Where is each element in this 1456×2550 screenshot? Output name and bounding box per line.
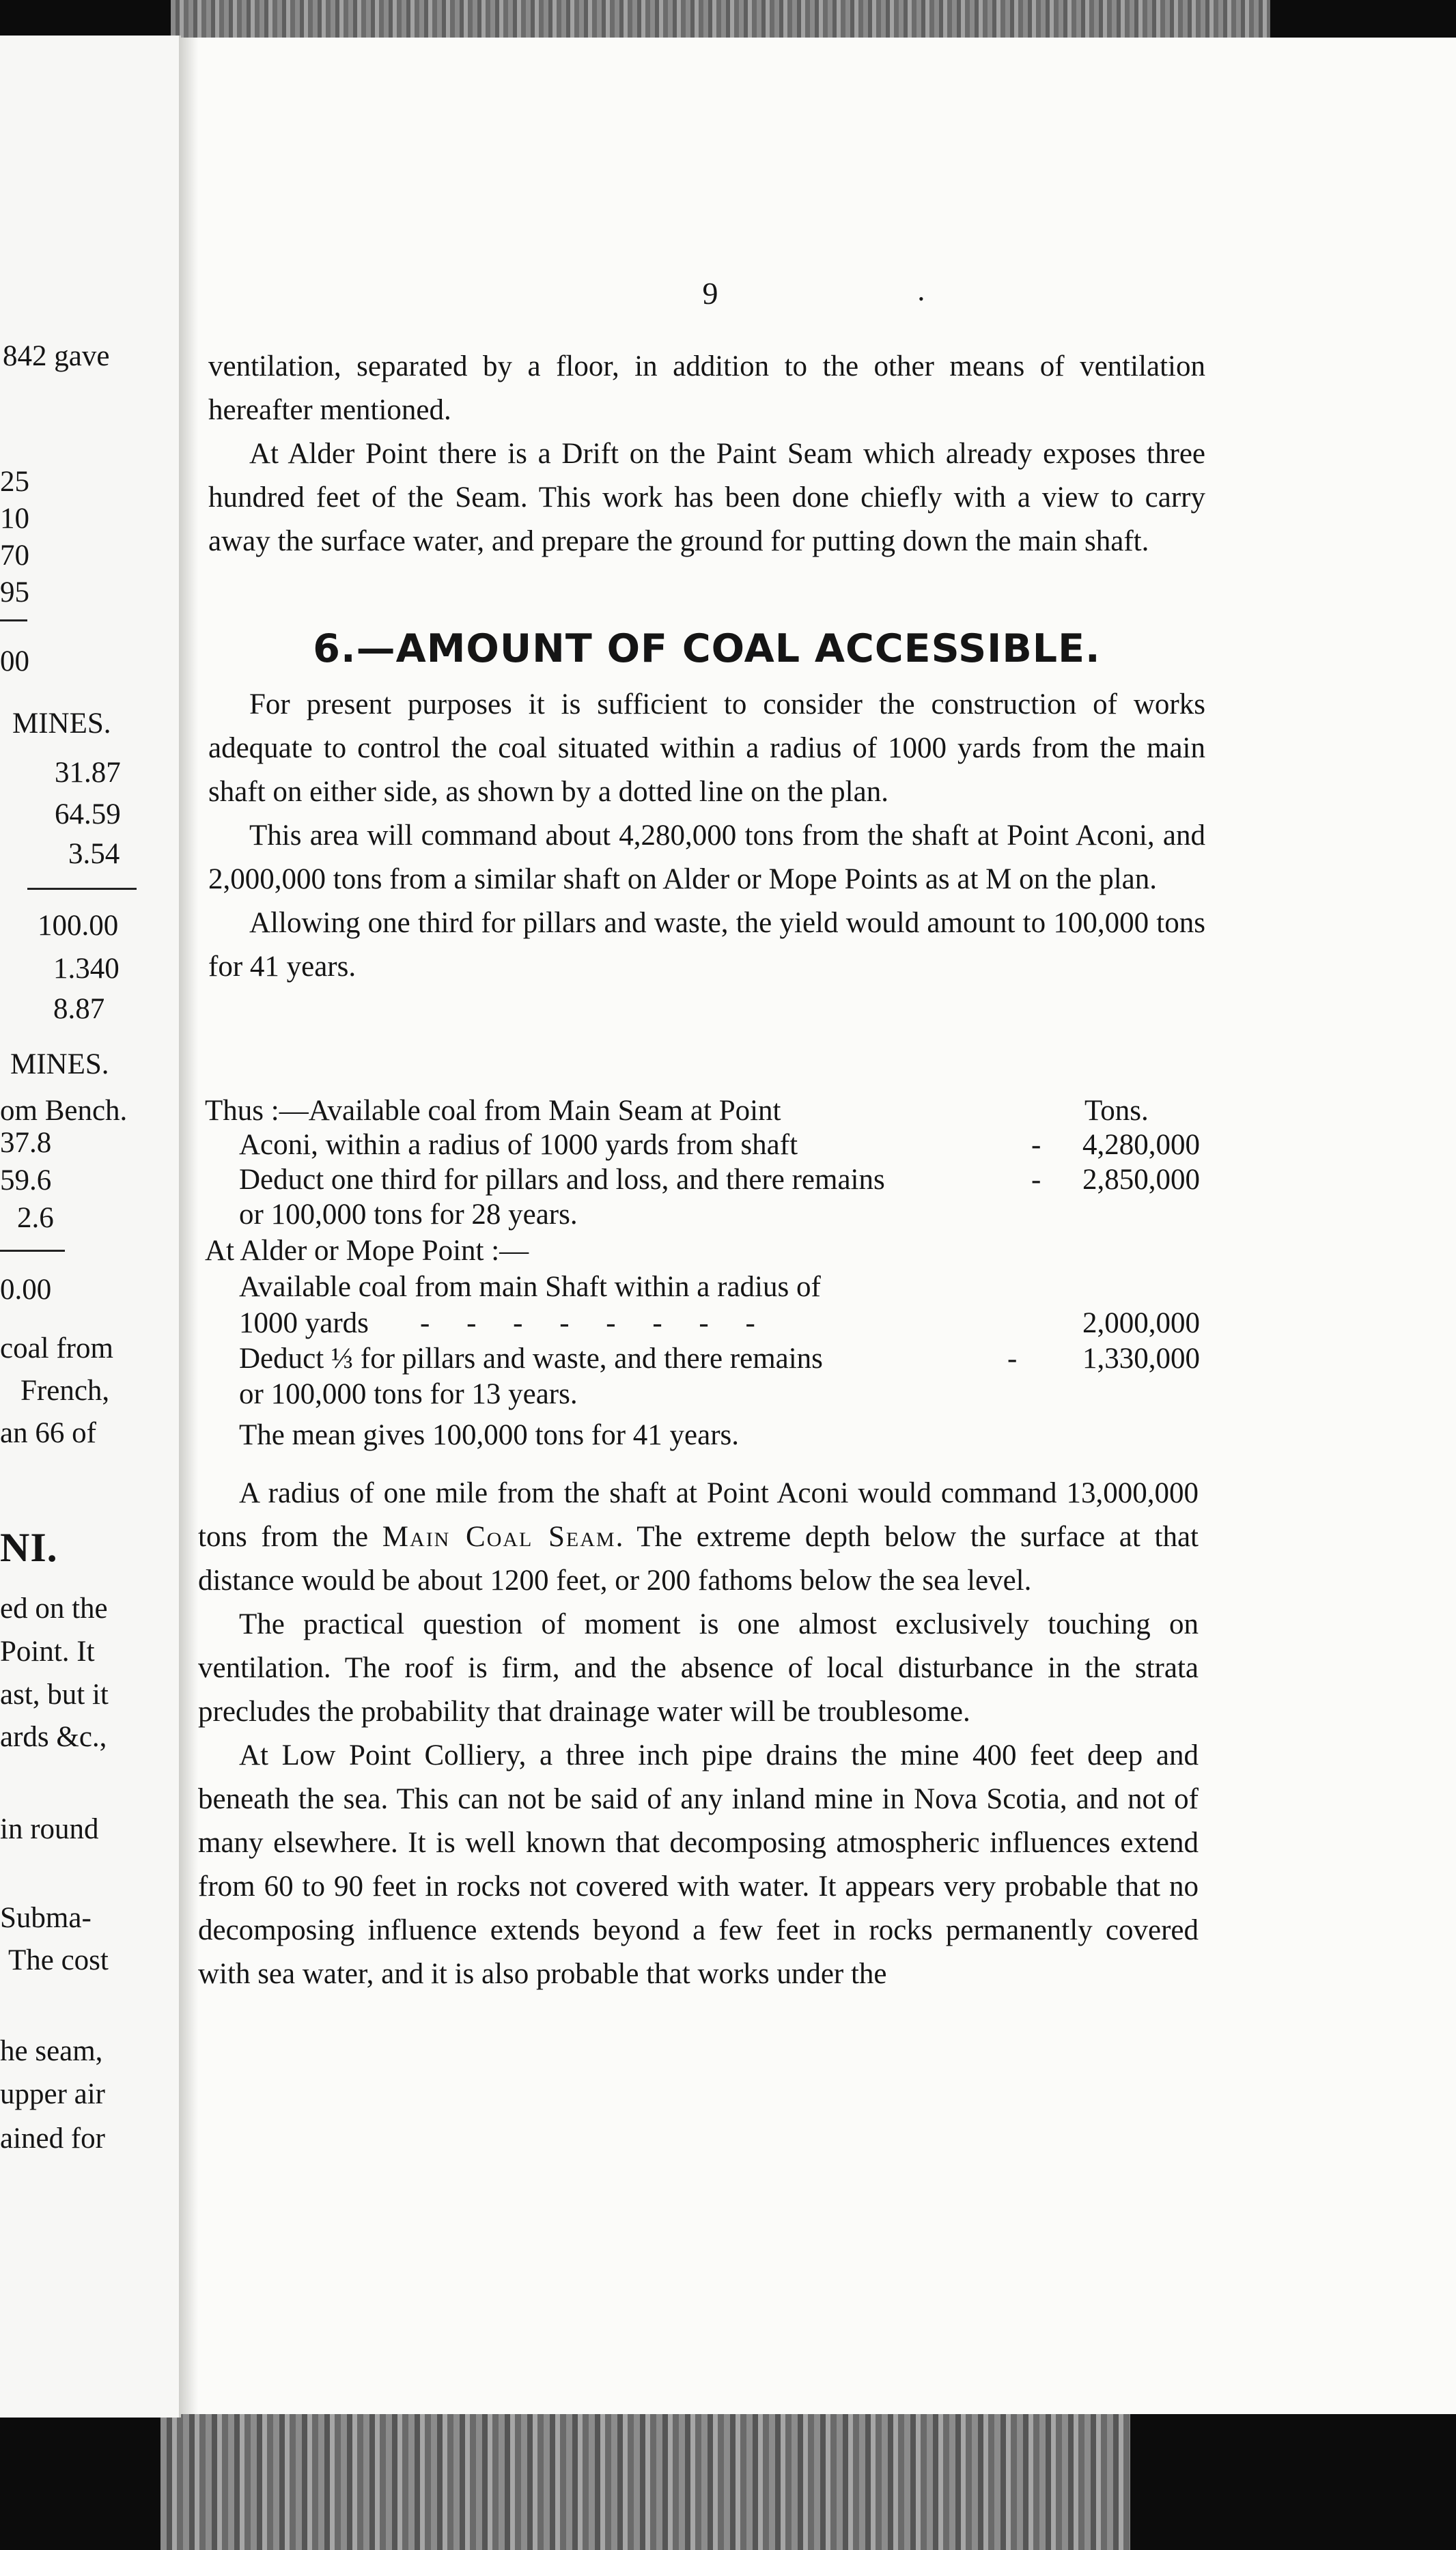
table-dash: - [1007,1343,1018,1375]
left-line: The cost [8,1944,109,1976]
table-row-value: 2,000,000 [1082,1307,1200,1339]
section-heading-wrap [208,621,1205,676]
table-dash: - [1031,1164,1041,1196]
table-row-text: The mean gives 100,000 tons for 41 years. [239,1419,740,1451]
table-row-label: Aconi, within a radius of 1000 yards from shaft [239,1129,798,1161]
left-line: coal from [0,1332,113,1364]
paragraph-text: . The extreme depth below the surface at that distance would be about 1200 feet, or 200 fathoms below the sea level. [198,1521,1199,1597]
left-line: 1.340 [53,953,120,985]
table-row-label: 1000 yards [239,1307,369,1339]
left-line: 25 [0,466,29,498]
left-line: MINES. [10,1048,109,1080]
paragraph: At Low Point Colliery, a three inch pipe drains the mine 400 feet deep and beneath the sea. This can not be said of any inland mine in Nova Scotia, and not of many elsewhere. It is well known that decomposing atmospheric influences extend from 60 to 90 feet in rocks not covered with water. It appears very probable that no decomposing influence extends beyond a few feet in rocks permanently covered with sea water, and it is also probable that works under the [198,1739,1199,1990]
left-line: 31.87 [55,757,121,789]
opening-paragraphs [208,345,1205,563]
left-heading: NI. [0,1525,58,1570]
left-line: 70 [0,540,29,572]
table-row-text: or 100,000 tons for 13 years. [239,1378,578,1410]
paragraph: For present purposes it is sufficient to consider the construction of works adequate to control the coal situated within a radius of 1000 yards from the main shaft on either side, as shown by a dotted line on the plan. [208,688,1205,808]
left-line: 8.87 [53,993,105,1025]
paragraph-text: A radius of one mile from the shaft at Point Aconi would command 13,000,000 tons from the [198,1477,1199,1553]
paragraph: The practical question of moment is one almost exclusively touching on ventilation. The roof is firm, and the absence of local disturbance in the strata precludes the probability that drainage water will be troublesome. [198,1608,1199,1728]
table-row-text: or 100,000 tons for 28 years. [239,1199,578,1231]
left-line: 00 [0,645,29,677]
page-gutter [179,38,198,2414]
table-subheading: At Alder or Mope Point :— [205,1235,529,1267]
left-line: 95 [0,576,29,608]
left-line: French, [20,1375,110,1407]
left-line: 59.6 [0,1164,52,1196]
left-line: upper air [0,2078,106,2110]
table-unit: Tons. [1084,1095,1149,1127]
scan-bottom-edge [160,2411,1130,2550]
left-line: MINES. [12,707,111,740]
table-row-value: 2,850,000 [1082,1164,1200,1196]
table-intro: Thus :—Available coal from Main Seam at Point [205,1095,781,1127]
left-line: Subma- [0,1902,92,1934]
seam-name: Main Coal Seam [382,1521,616,1553]
left-line: Point. It [0,1636,95,1668]
closing-paragraphs [198,1472,1199,1996]
dotted-leader: - - - - - - - - [420,1307,755,1339]
left-line: an 66 of [0,1417,96,1449]
paragraph: This area will command about 4,280,000 tons from the shaft at Point Aconi, and 2,000,000 tons from a similar shaft on Alder or Mope Points as at M on the plan. [208,819,1205,895]
table-row-label: Deduct one third for pillars and loss, and there remains [239,1164,885,1196]
left-line: 0.00 [0,1274,52,1306]
left-rule [0,619,27,621]
page-number: 9 [702,276,718,311]
left-line: he seam, [0,2035,103,2067]
table-row-label: Deduct ⅓ for pillars and waste, and there remains [239,1343,823,1375]
left-rule [0,1250,65,1252]
table-row-text: Available coal from main Shaft within a radius of [239,1271,821,1303]
left-line: ained for [0,2122,106,2155]
left-line: ed on the [0,1593,108,1625]
paragraph: ventilation, separated by a floor, in addition to the other means of ventilation hereafter mentioned. [208,350,1205,426]
table-row-value: 1,330,000 [1082,1343,1200,1375]
left-line: 2.6 [17,1202,54,1234]
left-line: 37.8 [0,1127,52,1159]
paragraph [198,1472,1199,1603]
left-line: 64.59 [55,798,121,830]
left-line: ards &c., [0,1721,107,1753]
left-line: 3.54 [68,838,120,870]
left-line: 100.00 [38,910,119,942]
left-line: 842 gave [3,340,110,372]
middle-paragraphs [208,683,1205,989]
left-page-fragment [0,36,181,2418]
left-line: om Bench. [0,1095,128,1127]
left-line: in round [0,1813,99,1845]
left-line: ast, but it [0,1679,109,1711]
left-line: 10 [0,503,29,535]
table-dash: - [1031,1129,1041,1161]
ink-speck: • [919,290,924,307]
left-rule [27,888,137,890]
section-heading: 6.—AMOUNT OF COAL ACCESSIBLE. [313,626,1101,671]
paragraph: Allowing one third for pillars and waste, the yield would amount to 100,000 tons for 41 years. [208,907,1205,983]
paragraph: At Alder Point there is a Drift on the Paint Seam which already exposes three hundred feet of the Seam. This work has been done chiefly with a view to carry away the surface water, and prepare the ground for putting down the main shaft. [208,438,1205,557]
table-row-value: 4,280,000 [1082,1129,1200,1161]
